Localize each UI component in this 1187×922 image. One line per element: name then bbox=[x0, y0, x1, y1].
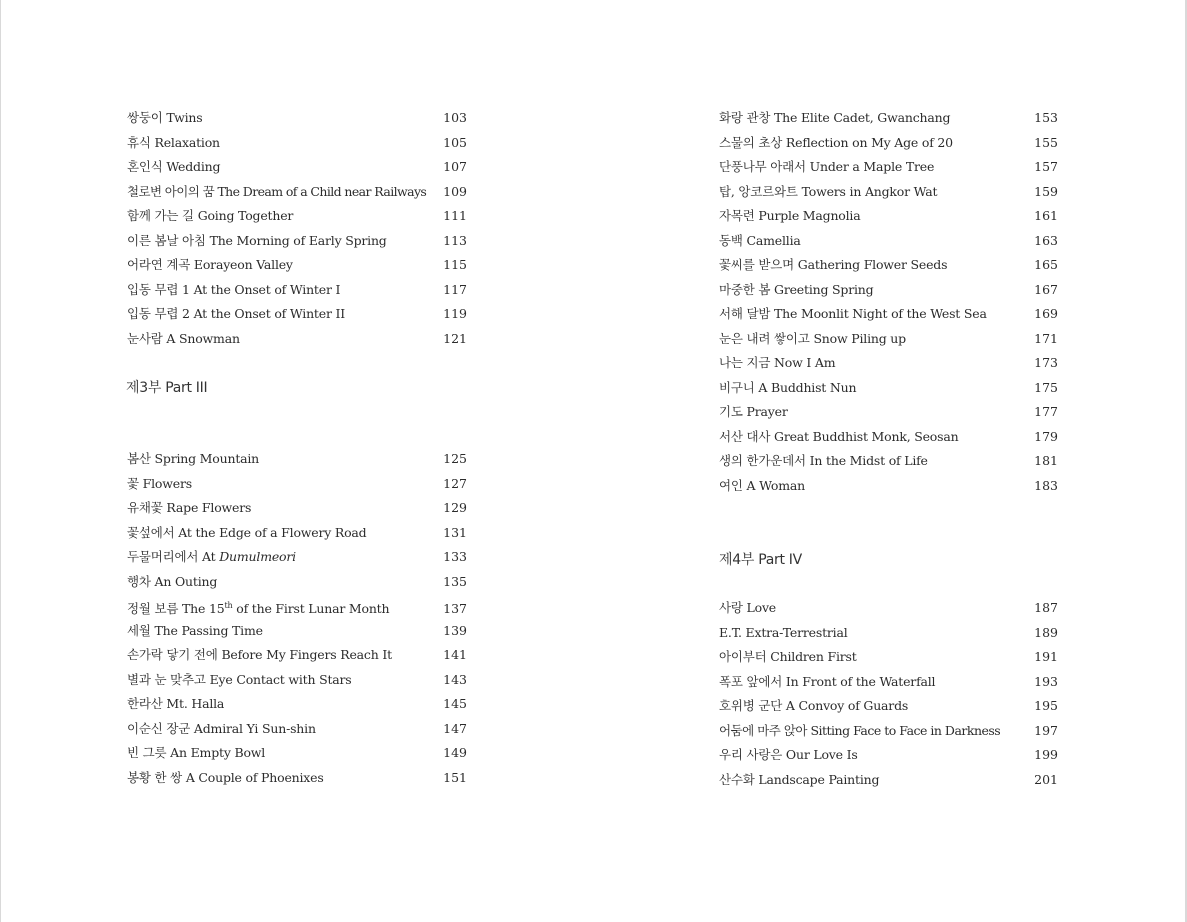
toc-entry-page: 163 bbox=[1034, 232, 1058, 248]
toc-entry-title: 스물의 초상 Reflection on My Age of 20 bbox=[719, 134, 953, 150]
toc-entry-page: 131 bbox=[443, 524, 467, 540]
toc-entry bbox=[127, 231, 467, 251]
toc-entry bbox=[127, 572, 467, 592]
toc-entry-title: 산수화 Landscape Painting bbox=[719, 771, 880, 787]
toc-entry-page: 141 bbox=[443, 647, 467, 662]
toc-entry-page: 179 bbox=[1034, 428, 1058, 444]
toc-entry bbox=[127, 304, 467, 324]
toc-entry-title: 이른 봄날 아침 The Morning of Early Spring bbox=[127, 232, 387, 248]
toc-entry-page: 149 bbox=[443, 745, 467, 760]
toc-entry-page: 129 bbox=[443, 500, 467, 515]
toc-entry-page: 137 bbox=[443, 601, 467, 617]
toc-entry bbox=[127, 474, 467, 494]
toc-entry-page: 161 bbox=[1034, 208, 1058, 223]
toc-entry bbox=[719, 255, 1058, 275]
toc-entry bbox=[719, 647, 1058, 667]
toc-entry-page: 167 bbox=[1034, 281, 1058, 297]
toc-entry bbox=[719, 133, 1058, 153]
toc-entry-title: 빈 그릇 An Empty Bowl bbox=[127, 745, 266, 760]
toc-entry-title: 꽃섶에서 At the Edge of a Flowery Road bbox=[127, 524, 367, 540]
toc-entry bbox=[719, 231, 1058, 251]
toc-entry-page: 119 bbox=[443, 306, 467, 321]
toc-entry bbox=[127, 206, 467, 226]
toc-entry-title: 우리 사랑은 Our Love Is bbox=[719, 747, 858, 762]
toc-entry bbox=[719, 451, 1058, 471]
toc-entry-title: 기도 Prayer bbox=[719, 404, 788, 419]
toc-entry-page: 173 bbox=[1034, 355, 1058, 370]
toc-entry bbox=[127, 547, 467, 567]
toc-entry-title: 입동 무렵 1 At the Onset of Winter I bbox=[127, 281, 341, 297]
toc-entry-page: 191 bbox=[1034, 649, 1058, 664]
toc-entry-title: 꽃씨를 받으며 Gathering Flower Seeds bbox=[719, 257, 948, 272]
toc-entry bbox=[127, 133, 467, 153]
toc-entry-title: 단풍나무 아래서 Under a Maple Tree bbox=[719, 159, 935, 174]
toc-entry-page: 201 bbox=[1034, 771, 1058, 787]
toc-entry-title: 쌍둥이 Twins bbox=[127, 110, 203, 125]
toc-entry-page: 145 bbox=[443, 696, 467, 711]
toc-right-page bbox=[594, 0, 1187, 922]
part-3-heading: 제3부 Part III bbox=[126, 380, 208, 396]
toc-entry-page: 155 bbox=[1034, 134, 1058, 150]
toc-entry-page: 187 bbox=[1034, 600, 1058, 615]
toc-entry bbox=[719, 598, 1058, 618]
toc-entry-title: 사랑 Love bbox=[719, 600, 777, 615]
toc-entry-page: 159 bbox=[1034, 183, 1058, 199]
toc-entry-title: 자목련 Purple Magnolia bbox=[719, 208, 861, 223]
toc-entry bbox=[127, 329, 467, 349]
toc-entry-page: 147 bbox=[443, 720, 467, 736]
toc-entry-page: 143 bbox=[443, 671, 467, 687]
toc-entry-page: 109 bbox=[443, 183, 467, 199]
toc-entry-title: 휴식 Relaxation bbox=[127, 134, 220, 150]
toc-entry bbox=[127, 768, 467, 788]
toc-entry bbox=[127, 255, 467, 275]
toc-entry-title: 혼인식 Wedding bbox=[127, 159, 221, 174]
toc-entry-page: 135 bbox=[443, 573, 467, 589]
toc-entry-title: 서해 달밤 The Moonlit Night of the West Sea bbox=[719, 306, 987, 321]
toc-entry-page: 197 bbox=[1034, 722, 1058, 738]
toc-entry-page: 189 bbox=[1034, 624, 1058, 640]
toc-entry-title: 어둠에 마주 앉아 Sitting Face to Face in Darkness bbox=[719, 722, 1001, 738]
toc-entry bbox=[719, 476, 1058, 496]
toc-entry-page: 121 bbox=[443, 330, 467, 346]
toc-entry-page: 117 bbox=[443, 281, 467, 297]
toc-entry bbox=[719, 745, 1058, 765]
toc-entry bbox=[127, 280, 467, 300]
toc-entry bbox=[719, 329, 1058, 349]
toc-entry-title: 이순신 장군 Admiral Yi Sun-shin bbox=[127, 720, 316, 736]
toc-entry bbox=[127, 108, 467, 128]
toc-entry-title-text: 정월 보름 The 15 bbox=[127, 601, 225, 617]
toc-entry-page: 181 bbox=[1034, 453, 1058, 468]
toc-entry bbox=[127, 694, 467, 714]
toc-entry-page: 169 bbox=[1034, 306, 1058, 321]
toc-entry-page: 153 bbox=[1034, 110, 1058, 125]
toc-entry-title: 서산 대사 Great Buddhist Monk, Seosan bbox=[719, 428, 959, 444]
toc-entry-title: 손가락 닿기 전에 Before My Fingers Reach It bbox=[127, 647, 392, 662]
part-4-heading: 제4부 Part IV bbox=[719, 552, 802, 568]
toc-entry-title: 입동 무렵 2 At the Onset of Winter II bbox=[127, 306, 345, 321]
toc-entry bbox=[127, 621, 467, 641]
toc-entry-page: 115 bbox=[443, 257, 467, 272]
toc-entry bbox=[127, 182, 467, 202]
toc-entry-title-italic: Dumulmeori bbox=[219, 549, 296, 564]
toc-entry-title: 마중한 봄 Greeting Spring bbox=[719, 281, 874, 297]
toc-entry bbox=[127, 523, 467, 543]
toc-entry-title: 어라연 계곡 Eorayeon Valley bbox=[127, 257, 293, 272]
toc-entry-page: 125 bbox=[443, 451, 467, 466]
toc-entry bbox=[719, 696, 1058, 716]
toc-entry-page: 151 bbox=[443, 769, 467, 785]
toc-entry-title: 행차 An Outing bbox=[127, 573, 218, 589]
toc-entry-page: 127 bbox=[443, 475, 467, 491]
toc-entry-title: E.T. Extra-Terrestrial bbox=[719, 624, 848, 640]
toc-entry-title: 아이부터 Children First bbox=[719, 649, 857, 664]
toc-entry-page: 133 bbox=[443, 549, 467, 564]
toc-entry-title: 봉황 한 쌍 A Couple of Phoenixes bbox=[127, 769, 324, 785]
toc-entry bbox=[127, 670, 467, 690]
toc-entry-title: 나는 지금 Now I Am bbox=[719, 355, 836, 370]
toc-entry-title bbox=[127, 547, 296, 567]
toc-entry-page: 183 bbox=[1034, 477, 1058, 493]
toc-entry bbox=[719, 721, 1058, 741]
toc-entry-title: 폭포 앞에서 In Front of the Waterfall bbox=[719, 673, 936, 689]
toc-entry bbox=[719, 427, 1058, 447]
toc-entry bbox=[127, 645, 467, 665]
toc-entry bbox=[127, 743, 467, 763]
toc-entry-title-sup: th bbox=[224, 601, 233, 610]
toc-entry bbox=[719, 353, 1058, 373]
toc-entry-title: 동백 Camellia bbox=[719, 232, 801, 248]
toc-entry-page: 193 bbox=[1034, 673, 1058, 689]
toc-entry bbox=[719, 182, 1058, 202]
toc-entry-title: 봄산 Spring Mountain bbox=[127, 451, 260, 466]
toc-entry-title bbox=[127, 596, 389, 619]
toc-entry-title: 탑, 앙코르와트 Towers in Angkor Wat bbox=[719, 183, 938, 199]
toc-entry-title: 여인 A Woman bbox=[719, 477, 806, 493]
toc-entry-page: 111 bbox=[443, 208, 467, 223]
toc-entry bbox=[719, 108, 1058, 128]
toc-entry-title: 눈사람 A Snowman bbox=[127, 330, 240, 346]
toc-entry bbox=[719, 378, 1058, 398]
toc-entry-title: 호위병 군단 A Convoy of Guards bbox=[719, 698, 909, 713]
toc-entry-title: 생의 한가운데서 In the Midst of Life bbox=[719, 453, 928, 468]
toc-entry-page: 139 bbox=[443, 622, 467, 638]
toc-entry-title: 세월 The Passing Time bbox=[127, 622, 263, 638]
toc-entry bbox=[127, 449, 467, 469]
toc-entry-page: 107 bbox=[443, 159, 467, 174]
toc-entry bbox=[127, 719, 467, 739]
toc-entry bbox=[127, 596, 467, 616]
toc-entry bbox=[719, 770, 1058, 790]
toc-entry-title: 꽃 Flowers bbox=[127, 475, 192, 491]
toc-entry-title-text: 두물머리에서 At bbox=[127, 549, 220, 564]
toc-entry bbox=[719, 672, 1058, 692]
toc-entry bbox=[127, 157, 467, 177]
toc-entry-page: 177 bbox=[1034, 404, 1058, 419]
toc-entry bbox=[719, 623, 1058, 643]
toc-entry-title: 눈은 내려 쌓이고 Snow Piling up bbox=[719, 330, 906, 346]
toc-entry-title: 별과 눈 맞추고 Eye Contact with Stars bbox=[127, 671, 352, 687]
toc-entry bbox=[719, 206, 1058, 226]
toc-entry-title: 한라산 Mt. Halla bbox=[127, 696, 225, 711]
toc-entry bbox=[127, 498, 467, 518]
toc-entry bbox=[719, 157, 1058, 177]
toc-entry-page: 157 bbox=[1034, 159, 1058, 174]
toc-entry-title: 비구니 A Buddhist Nun bbox=[719, 379, 857, 395]
toc-entry-title: 유채꽃 Rape Flowers bbox=[127, 500, 252, 515]
toc-entry-page: 165 bbox=[1034, 257, 1058, 272]
toc-entry-title: 철로변 아이의 꿈 The Dream of a Child near Railways bbox=[127, 183, 427, 199]
toc-entry bbox=[719, 402, 1058, 422]
toc-entry-page: 105 bbox=[443, 134, 467, 150]
toc-entry-title: 함께 가는 길 Going Together bbox=[127, 208, 294, 223]
toc-entry-page: 103 bbox=[443, 110, 467, 125]
toc-entry-page: 113 bbox=[443, 232, 467, 248]
toc-entry-page: 171 bbox=[1034, 330, 1058, 346]
toc-entry-title: 화랑 관창 The Elite Cadet, Gwanchang bbox=[719, 110, 951, 125]
toc-entry-page: 195 bbox=[1034, 698, 1058, 713]
toc-entry-title-text: of the First Lunar Month bbox=[232, 601, 390, 617]
toc-entry bbox=[719, 304, 1058, 324]
toc-entry-page: 175 bbox=[1034, 379, 1058, 395]
toc-entry-page: 199 bbox=[1034, 747, 1058, 762]
toc-entry bbox=[719, 280, 1058, 300]
